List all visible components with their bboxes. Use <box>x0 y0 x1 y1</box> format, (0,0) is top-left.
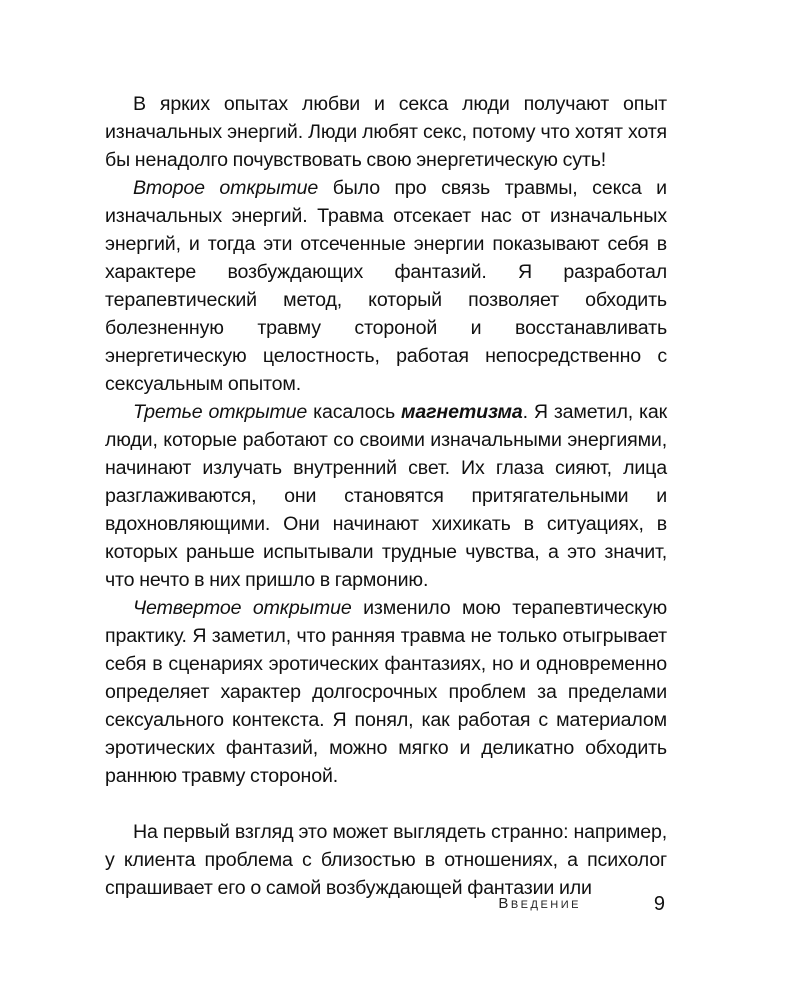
page-body <box>105 90 667 902</box>
paragraph-3-text-before: касалось <box>307 401 402 423</box>
page-number: 9 <box>653 893 665 915</box>
section-gap <box>105 790 667 818</box>
paragraph-4-italic-lead: Четвертое открытие <box>133 597 352 619</box>
paragraph-3-bold-term: магнетизма <box>401 401 523 423</box>
paragraph-1 <box>105 90 667 174</box>
paragraph-5 <box>105 818 667 902</box>
paragraph-3-italic-lead: Третье открытие <box>133 401 308 423</box>
paragraph-5-text: На первый взгляд это может выглядеть странно: например, у клиента проблема с близостью в отношениях, а психолог спрашивает его о самой возбуждающей фантазии или <box>105 821 667 899</box>
paragraph-2-italic-lead: Второе открытие <box>133 177 319 199</box>
paragraph-3 <box>105 398 667 594</box>
paragraph-2-text: было про связь травмы, секса и изначальных энергий. Травма отсекает нас от изначальных энергий, и тогда эти отсеченные энергии показывают себя в характере возбуждающих фантазий. Я разработал терапевтический метод, который позволяет обходить болезненную травму стороной и восстанавливать энергетическую целостность, работая непосредственно с сексуальным опытом. <box>105 177 667 395</box>
paragraph-4-text: изменило мою терапевтическую практику. Я заметил, что ранняя травма не только отыгрывает себя в сценариях эротических фантазиях, но и одновременно определяет характер долгосрочных проблем за пределами сексуального контекста. Я понял, как работая с материалом эротических фантазий, можно мягко и деликатно обходить раннюю травму стороной. <box>105 597 667 787</box>
paragraph-3-text-after: . Я заметил, как люди, которые работают со своими изначальными энергиями, начинают излучать внутренний свет. Их глаза сияют, лица разглаживаются, они становятся притягательными и вдохновляющими. Они начинают хихикать в ситуациях, в которых раньше испытывали трудные чувства, а это значит, что нечто в них пришло в гармонию. <box>105 401 667 591</box>
paragraph-4 <box>105 594 667 790</box>
page-footer <box>105 893 667 923</box>
paragraph-2 <box>105 174 667 398</box>
running-head: Введение <box>498 895 581 912</box>
paragraph-1-text: В ярких опытах любви и секса люди получают опыт изначальных энергий. Люди любят секс, потому что хотят хотя бы ненадолго почувствовать свою энергетическую суть! <box>105 93 667 171</box>
